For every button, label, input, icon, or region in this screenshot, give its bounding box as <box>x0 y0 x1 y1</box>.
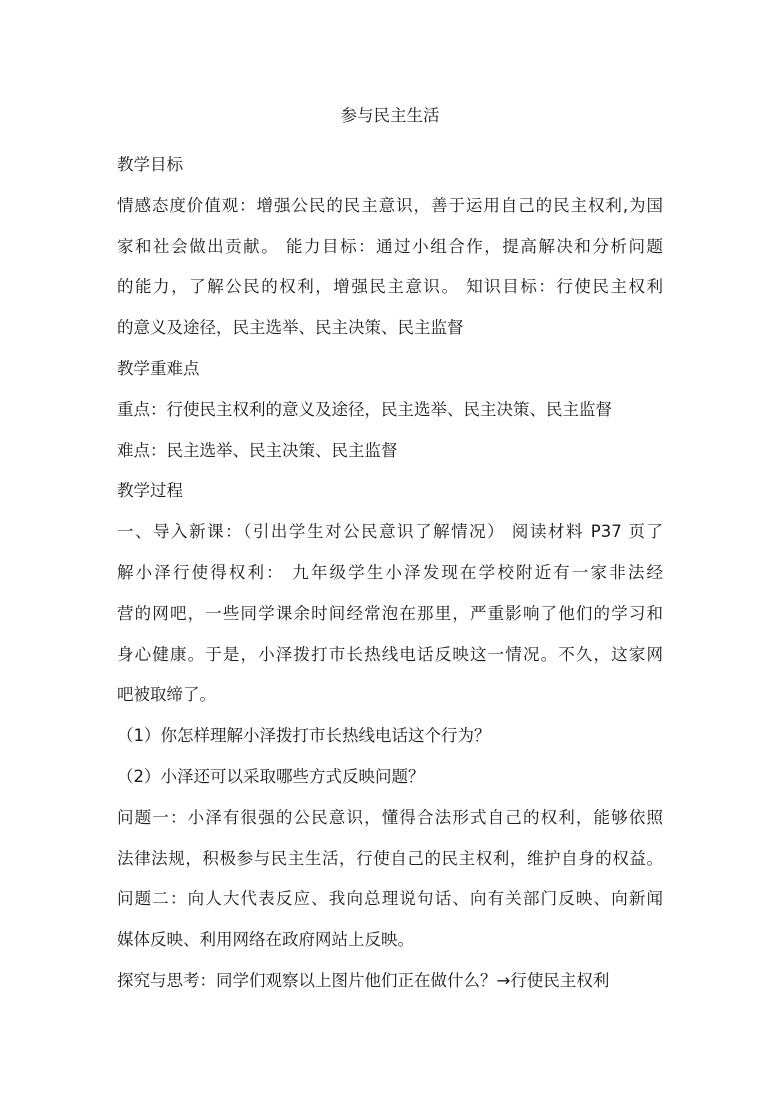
paragraph-line: 一、导入新课：（引出学生对公民意识了解情况） 阅读材料 P37 页了 <box>117 522 663 542</box>
heading-teaching-process: 教学过程 <box>117 481 183 501</box>
paragraph-line: 身心健康。于是，小泽拨打市长热线电话反映这一情况。不久，这家网 <box>117 644 663 664</box>
paragraph-line: 探究与思考：同学们观察以上图片他们正在做什么？→行使民主权利 <box>117 970 610 990</box>
document-title: 参与民主生活 <box>340 106 440 125</box>
heading-teaching-goals: 教学目标 <box>117 155 183 174</box>
question-line: （2）小泽还可以采取哪些方式反映问题？ <box>117 766 425 786</box>
paragraph-line: 难点：民主选举、民主决策、民主监督 <box>117 440 398 460</box>
paragraph-line: 情感态度价值观：增强公民的民主意识，善于运用自己的民主权利,为国 <box>117 195 663 215</box>
document-body <box>117 145 663 1002</box>
paragraph-line: 重点：行使民主权利的意义及途径，民主选举、民主决策、民主监督 <box>117 399 612 419</box>
paragraph-line: 的意义及途径，民主选举、民主决策、民主监督 <box>117 318 464 338</box>
paragraph-line: 营的网吧，一些同学课余时间经常泡在那里，严重影响了他们的学习和 <box>117 603 663 623</box>
paragraph-line: 媒体反映、利用网络在政府网站上反映。 <box>117 930 414 950</box>
paragraph-line: 问题二：向人大代表反应、我向总理说句话、向有关部门反映、向新闻 <box>117 889 663 909</box>
paragraph-line: 吧被取缔了。 <box>117 685 216 705</box>
paragraph-line: 家和社会做出贡献。 能力目标：通过小组合作，提高解决和分析问题 <box>117 236 663 256</box>
heading-key-difficulties: 教学重难点 <box>117 358 200 378</box>
question-line: （1）你怎样理解小泽拨打市长热线电话这个行为？ <box>117 726 491 746</box>
paragraph-line: 问题一：小泽有很强的公民意识，懂得合法形式自己的权利，能够依照 <box>117 807 663 827</box>
paragraph-line: 解小泽行使得权利： 九年级学生小泽发现在学校附近有一家非法经 <box>117 562 663 582</box>
paragraph-line: 的能力，了解公民的权利，增强民主意识。 知识目标：行使民主权利 <box>117 277 663 297</box>
paragraph-line: 法律法规，积极参与民主生活，行使自己的民主权利，维护自身的权益。 <box>117 848 663 868</box>
